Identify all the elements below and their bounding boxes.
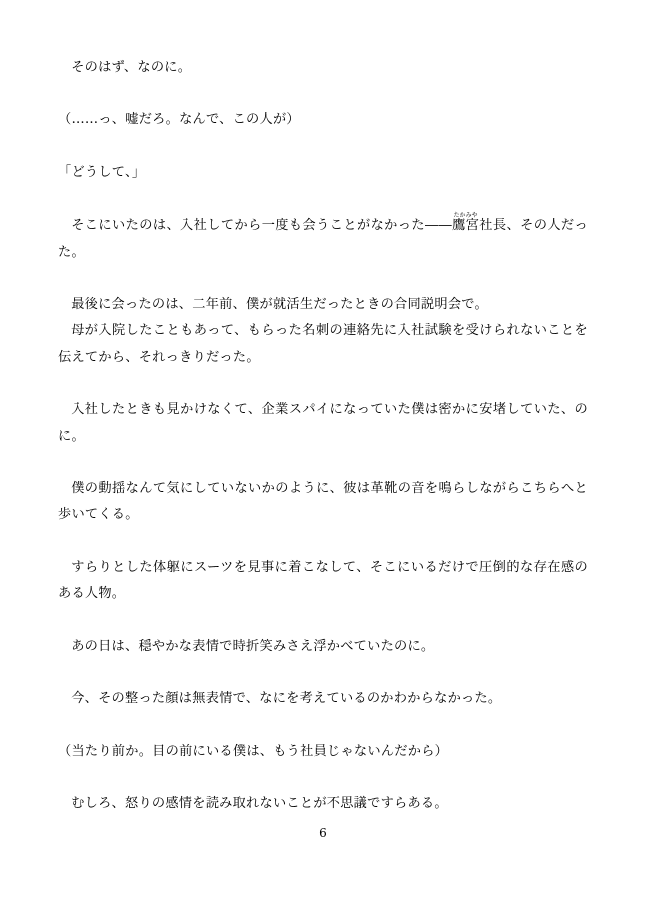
paragraph-with-ruby: [58, 212, 588, 266]
paragraph: 「どうして、」: [58, 164, 146, 180]
paragraph: 僕の動揺なんて気にしていないかのように、彼は革靴の音を鳴らしながらこちらへと歩いてくる。: [58, 481, 588, 523]
document-body: [58, 55, 588, 817]
ruby-text: たかみや: [451, 212, 480, 220]
paragraph: 入社したときも見かけなくて、企業スパイになっていた僕は密かに安堵していた、のに。: [58, 402, 588, 444]
paragraph: 今、その整った顔は無表情で、なにを考えているのかわからなかった。: [71, 691, 502, 707]
paragraph-spacer: [58, 134, 588, 160]
paragraph-part: そこにいたのは、入社してから一度も会うことがなかった――: [71, 218, 452, 234]
paragraph: （……っ、嘘だろ。なんで、この人が）: [58, 112, 300, 128]
paragraph: （当たり前か。目の前にいる僕は、もう社員じゃないんだから）: [58, 743, 449, 759]
paragraph-spacer: [58, 608, 588, 634]
paragraph: あの日は、穏やかな表情で時折笑みさえ浮かべていたのに。: [71, 638, 435, 654]
paragraph-spacer: [58, 450, 588, 476]
ruby-annotation: [451, 212, 480, 234]
paragraph: そのはず、なのに。: [71, 60, 192, 75]
paragraph: すらりとした体躯にスーツを見事に着こなして、そこにいるだけで圧倒的な存在感のある人物。: [58, 559, 588, 602]
paragraph-spacer: [58, 266, 588, 292]
ruby-base: 鷹宮: [451, 218, 480, 234]
paragraph-spacer: [58, 713, 588, 739]
paragraph-part: 社長、その人だった。: [58, 218, 588, 260]
paragraph-spacer: [58, 529, 588, 555]
paragraph: むしろ、怒りの感情を読み取れないことが不思議ですらある。: [71, 795, 448, 811]
paragraph-spacer: [58, 81, 588, 107]
paragraph-spacer: [58, 765, 588, 791]
paragraph-spacer: [58, 660, 588, 686]
paragraph: 最後に会ったのは、二年前、僕が就活生だったときの合同説明会で。: [71, 297, 488, 313]
paragraph-spacer: [58, 186, 588, 212]
paragraph: 母が入院したこともあって、もらった名刺の連絡先に入社試験を受けられないことを伝えてから、それっきりだった。: [58, 323, 588, 365]
page-number: 6: [319, 826, 327, 840]
paragraph-spacer: [58, 371, 588, 397]
